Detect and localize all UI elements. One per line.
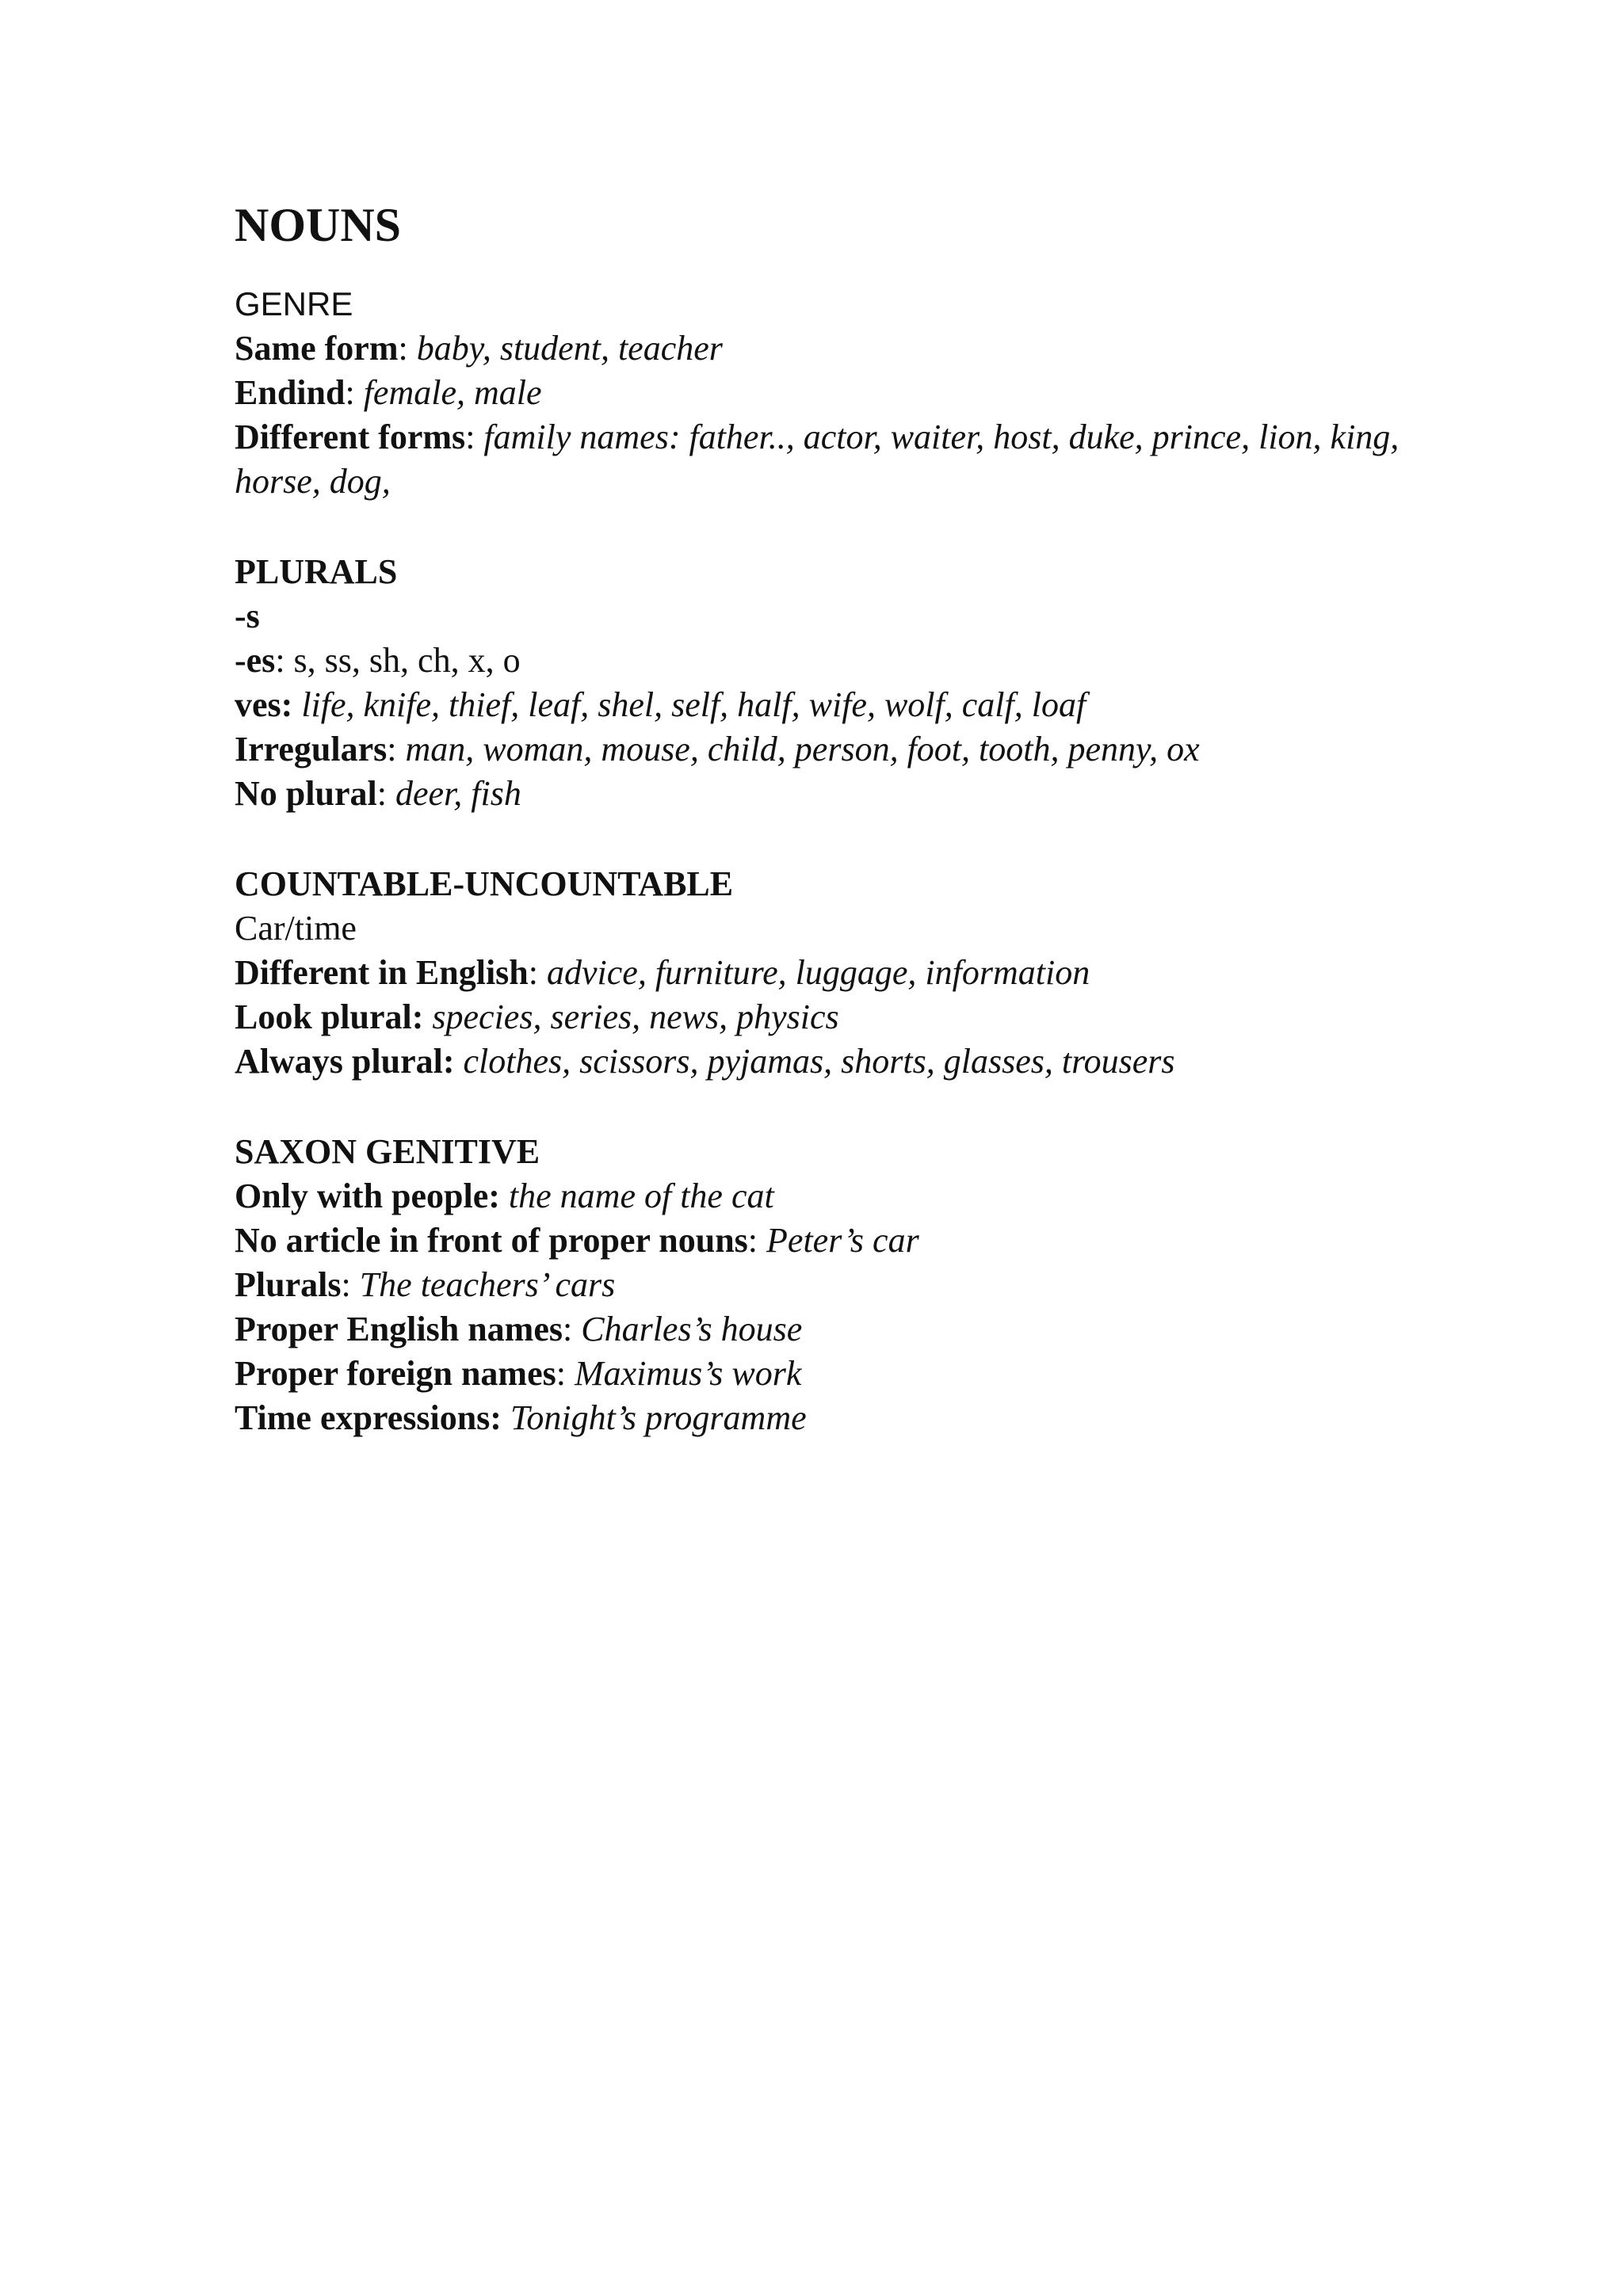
genre-section bbox=[235, 282, 1423, 504]
countable-intro: Car/time bbox=[235, 909, 357, 948]
same-form-label: Same form bbox=[235, 329, 399, 368]
plural-ves-label: ves: bbox=[235, 685, 293, 724]
different-english-line bbox=[235, 951, 1423, 995]
genre-heading: GENRE bbox=[235, 285, 353, 322]
english-names-examples: Charles’s house bbox=[581, 1310, 803, 1348]
time-expressions-label: Time expressions: bbox=[235, 1398, 502, 1437]
look-plural-sep bbox=[423, 997, 432, 1036]
ending-examples: female, male bbox=[363, 373, 542, 412]
same-form-line bbox=[235, 326, 1423, 371]
saxon-heading: SAXON GENITIVE bbox=[235, 1132, 540, 1171]
different-forms-examples: family names: father.., actor, waiter, host, duke, prince, lion, king, horse, dog, bbox=[235, 418, 1400, 501]
plural-es-sep: : bbox=[275, 641, 294, 680]
saxon-plurals-line bbox=[235, 1263, 1423, 1307]
saxon-section bbox=[235, 1130, 1423, 1440]
time-expressions-sep bbox=[502, 1398, 510, 1437]
no-article-label: No article in front of proper nouns bbox=[235, 1221, 748, 1260]
english-names-sep: : bbox=[562, 1310, 582, 1348]
foreign-names-label: Proper foreign names bbox=[235, 1354, 556, 1393]
only-people-sep bbox=[500, 1177, 509, 1215]
ending-sep: : bbox=[345, 373, 364, 412]
foreign-names-examples: Maximus’s work bbox=[574, 1354, 802, 1393]
saxon-plurals-label: Plurals bbox=[235, 1265, 342, 1304]
irregulars-examples: man, woman, mouse, child, person, foot, tooth, penny, ox bbox=[405, 730, 1200, 769]
plurals-heading: PLURALS bbox=[235, 552, 398, 591]
no-article-line bbox=[235, 1219, 1423, 1263]
no-plural-examples: deer, fish bbox=[395, 774, 521, 813]
foreign-names-sep: : bbox=[556, 1354, 575, 1393]
ending-line bbox=[235, 371, 1423, 415]
different-english-label: Different in English bbox=[235, 953, 529, 992]
irregulars-line bbox=[235, 727, 1423, 772]
plural-es-examples: s, ss, sh, ch, x, o bbox=[293, 641, 521, 680]
irregulars-sep: : bbox=[387, 730, 406, 769]
only-people-label: Only with people: bbox=[235, 1177, 500, 1215]
saxon-plurals-sep: : bbox=[341, 1265, 360, 1304]
page-title: NOUNS bbox=[235, 199, 402, 251]
different-english-examples: advice, furniture, luggage, information bbox=[547, 953, 1090, 992]
always-plural-examples: clothes, scissors, pyjamas, shorts, glasses, trousers bbox=[463, 1042, 1175, 1081]
plural-es-line bbox=[235, 639, 1423, 683]
same-form-examples: baby, student, teacher bbox=[416, 329, 723, 368]
always-plural-label: Always plural: bbox=[235, 1042, 455, 1081]
plural-es-label: -es bbox=[235, 641, 276, 680]
only-people-examples: the name of the cat bbox=[508, 1177, 774, 1215]
different-forms-line bbox=[235, 415, 1423, 504]
countable-section bbox=[235, 862, 1423, 1084]
plural-ves-line bbox=[235, 683, 1423, 727]
different-english-sep: : bbox=[528, 953, 548, 992]
saxon-plurals-examples: The teachers’ cars bbox=[359, 1265, 616, 1304]
countable-heading: COUNTABLE-UNCOUNTABLE bbox=[235, 864, 734, 903]
time-expressions-examples: Tonight’s programme bbox=[510, 1398, 807, 1437]
always-plural-line bbox=[235, 1039, 1423, 1084]
plural-ves-sep bbox=[292, 685, 301, 724]
ending-label: Endind bbox=[235, 373, 346, 412]
no-plural-label: No plural bbox=[235, 774, 377, 813]
look-plural-examples: species, series, news, physics bbox=[432, 997, 839, 1036]
always-plural-sep bbox=[454, 1042, 463, 1081]
no-article-examples: Peter’s car bbox=[766, 1221, 919, 1260]
irregulars-label: Irregulars bbox=[235, 730, 388, 769]
no-article-sep: : bbox=[747, 1221, 767, 1260]
time-expressions-line bbox=[235, 1396, 1423, 1440]
look-plural-label: Look plural: bbox=[235, 997, 424, 1036]
plurals-section bbox=[235, 550, 1423, 816]
only-people-line bbox=[235, 1174, 1423, 1219]
different-forms-sep: : bbox=[465, 418, 484, 456]
foreign-names-line bbox=[235, 1352, 1423, 1396]
different-forms-label: Different forms bbox=[235, 418, 466, 456]
same-form-sep: : bbox=[398, 329, 417, 368]
plural-s-line: -s bbox=[235, 597, 260, 635]
no-plural-sep: : bbox=[376, 774, 395, 813]
document-page bbox=[235, 196, 1423, 1440]
english-names-line bbox=[235, 1307, 1423, 1352]
english-names-label: Proper English names bbox=[235, 1310, 563, 1348]
no-plural-line bbox=[235, 772, 1423, 816]
look-plural-line bbox=[235, 995, 1423, 1039]
plural-ves-examples: life, knife, thief, leaf, shel, self, half, wife, wolf, calf, loaf bbox=[301, 685, 1086, 724]
